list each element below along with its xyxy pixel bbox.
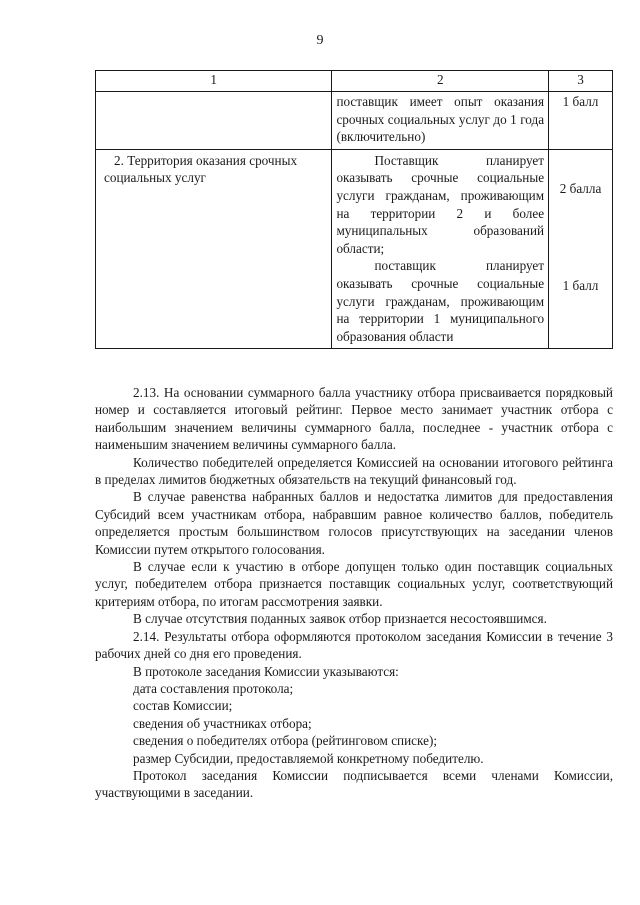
paragraph: В случае если к участию в отборе допущен только один поставщик социальных услуг, победителем отбора признается поставщик социальных услуг, соответствующий критериям отбора, по итогам рассмотрения заявки. bbox=[95, 559, 613, 609]
paragraph: Количество победителей определяется Комиссией на основании итогового рейтинга в пределах лимитов бюджетных обязательств на текущий финансовый год. bbox=[95, 454, 613, 488]
score-value: 1 балл bbox=[562, 94, 599, 109]
paragraph: дата составления протокола; bbox=[133, 680, 294, 696]
criterion-cell bbox=[96, 149, 332, 349]
score-value-1: 2 балла bbox=[559, 180, 602, 196]
score-value-2: 1 балл bbox=[562, 278, 599, 294]
indicator-cell bbox=[332, 149, 549, 349]
indicator-cell: поставщик имеет опыт оказания срочных социальных услуг до 1 года (включительно) bbox=[332, 92, 549, 150]
header-cell-1: 1 bbox=[96, 71, 332, 92]
criterion-text: 2. Территория оказания срочных социальных услуг bbox=[104, 152, 298, 186]
table-row bbox=[96, 149, 613, 349]
paragraph: сведения об участниках отбора; bbox=[133, 715, 312, 731]
table-row bbox=[96, 92, 613, 150]
paragraph: В случае равенства набранных баллов и недостатка лимитов для предоставления Субсидий всем участникам отбора, набравшим равное количество баллов, победитель определяется простым большинством голосов присутствующих на заседании членов Комиссии путем открытого голосования. bbox=[95, 489, 613, 557]
indicator-option-2: поставщик планирует оказывать срочные социальные услуги гражданам, проживающим на территории 1 муниципального образования области bbox=[336, 258, 545, 344]
header-cell-2: 2 bbox=[332, 71, 549, 92]
paragraph: Протокол заседания Комиссии подписывается всеми членами Комиссии, участвующими в заседании. bbox=[95, 767, 613, 801]
page-number: 9 bbox=[316, 33, 324, 48]
table-header-row bbox=[96, 71, 613, 92]
paragraph: 2.13. На основании суммарного балла участнику отбора присваивается порядковый номер и составляется итоговый рейтинг. Первое место занимает участник отбора с наибольшим значением величины суммарного балла, последнее - участник отбора с наименьшим значением величины суммарного балла. bbox=[95, 385, 613, 453]
score-cell bbox=[549, 92, 613, 150]
score-cell bbox=[549, 149, 613, 349]
indicator-option-1: Поставщик планирует оказывать срочные социальные услуги гражданам, проживающим на территории 2 и более муниципальных образований области; bbox=[336, 152, 545, 256]
paragraph: 2.14. Результаты отбора оформляются протоколом заседания Комиссии в течение 3 рабочих дней со дня его проведения. bbox=[95, 628, 613, 662]
header-cell-3: 3 bbox=[549, 71, 613, 92]
paragraph: В протоколе заседания Комиссии указываются: bbox=[133, 663, 399, 679]
body-text bbox=[95, 384, 613, 802]
paragraph: В случае отсутствия поданных заявок отбор признается несостоявшимся. bbox=[133, 611, 547, 627]
paragraph: размер Субсидии, предоставляемой конкретному победителю. bbox=[133, 750, 484, 766]
paragraph: состав Комиссии; bbox=[133, 698, 233, 714]
paragraph: сведения о победителях отбора (рейтинговом списке); bbox=[133, 733, 438, 749]
criteria-table bbox=[95, 70, 613, 349]
criterion-cell bbox=[96, 92, 332, 150]
